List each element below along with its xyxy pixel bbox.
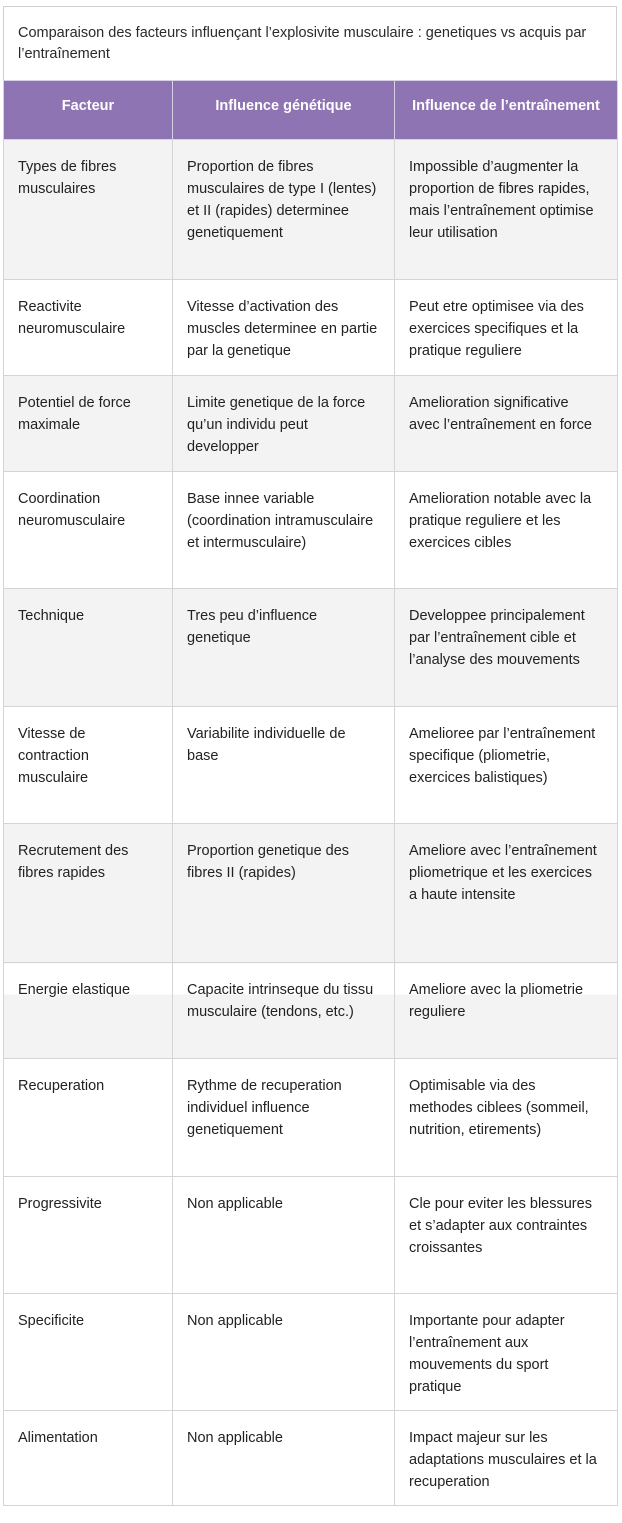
- cell-training: Importante pour adapter l’entraînement aux mouvements du sport pratique: [395, 1294, 618, 1411]
- cell-factor: Technique: [4, 589, 173, 707]
- table-row: [4, 140, 618, 280]
- header-genetic-influence: Influence génétique: [173, 81, 395, 140]
- cell-training: Amelioration significative avec l’entraînement en force: [395, 376, 618, 472]
- cell-training: Developpee principalement par l’entraînement cible et l’analyse des mouvements: [395, 589, 618, 707]
- cell-factor: Progressivite: [4, 1177, 173, 1294]
- table-row: [4, 472, 618, 589]
- header-factor: Facteur: [4, 81, 173, 140]
- cell-genetic: Variabilite individuelle de base: [173, 707, 395, 824]
- cell-factor: Recrutement des fibres rapides: [4, 824, 173, 963]
- comparison-table: [3, 80, 618, 1506]
- table-row: [4, 824, 618, 963]
- cell-factor: Potentiel de force maximale: [4, 376, 173, 472]
- cell-training: Cle pour eviter les blessures et s’adapter aux contraintes croissantes: [395, 1177, 618, 1294]
- cell-genetic: Capacite intrinseque du tissu musculaire (tendons, etc.): [173, 963, 395, 1059]
- cell-genetic: Base innee variable (coordination intramusculaire et intermusculaire): [173, 472, 395, 589]
- cell-factor: Reactivite neuromusculaire: [4, 280, 173, 376]
- table-caption: Comparaison des facteurs influençant l’explosivite musculaire : genetiques vs acquis par l’entraînement: [3, 6, 617, 80]
- cell-training: Impact majeur sur les adaptations musculaires et la recuperation: [395, 1411, 618, 1506]
- table-header-row: [4, 81, 618, 140]
- table-row: [4, 1294, 618, 1411]
- table-row: [4, 707, 618, 824]
- cell-training: Amelioration notable avec la pratique reguliere et les exercices cibles: [395, 472, 618, 589]
- cell-factor: Alimentation: [4, 1411, 173, 1506]
- cell-genetic: Limite genetique de la force qu’un individu peut developper: [173, 376, 395, 472]
- cell-factor: Specificite: [4, 1294, 173, 1411]
- table-row: [4, 589, 618, 707]
- cell-genetic: Non applicable: [173, 1177, 395, 1294]
- cell-training: Amelioree par l’entraînement specifique (pliometrie, exercices balistiques): [395, 707, 618, 824]
- cell-factor: Coordination neuromusculaire: [4, 472, 173, 589]
- table-row: [4, 376, 618, 472]
- cell-training: Optimisable via des methodes ciblees (sommeil, nutrition, etirements): [395, 1059, 618, 1177]
- cell-training: Peut etre optimisee via des exercices specifiques et la pratique reguliere: [395, 280, 618, 376]
- table-row: [4, 1059, 618, 1177]
- comparison-table-container: [3, 6, 617, 1506]
- cell-factor: Recuperation: [4, 1059, 173, 1177]
- cell-factor: Energie elastique: [4, 963, 173, 1059]
- cell-genetic: Non applicable: [173, 1294, 395, 1411]
- cell-genetic: Proportion genetique des fibres II (rapides): [173, 824, 395, 963]
- cell-factor: Vitesse de contraction musculaire: [4, 707, 173, 824]
- cell-genetic: Tres peu d’influence genetique: [173, 589, 395, 707]
- table-row: [4, 963, 618, 1059]
- table-row: [4, 280, 618, 376]
- cell-genetic: Proportion de fibres musculaires de type I (lentes) et II (rapides) determinee genetiquement: [173, 140, 395, 280]
- cell-genetic: Vitesse d’activation des muscles determinee en partie par la genetique: [173, 280, 395, 376]
- cell-genetic: Non applicable: [173, 1411, 395, 1506]
- table-row: [4, 1177, 618, 1294]
- cell-genetic: Rythme de recuperation individuel influence genetiquement: [173, 1059, 395, 1177]
- cell-training: Impossible d’augmenter la proportion de fibres rapides, mais l’entraînement optimise leur utilisation: [395, 140, 618, 280]
- cell-factor: Types de fibres musculaires: [4, 140, 173, 280]
- cell-training: Ameliore avec l’entraînement pliometrique et les exercices a haute intensite: [395, 824, 618, 963]
- cell-training: Ameliore avec la pliometrie reguliere: [395, 963, 618, 1059]
- table-row: [4, 1411, 618, 1506]
- header-training-influence: Influence de l’entraînement: [395, 81, 618, 140]
